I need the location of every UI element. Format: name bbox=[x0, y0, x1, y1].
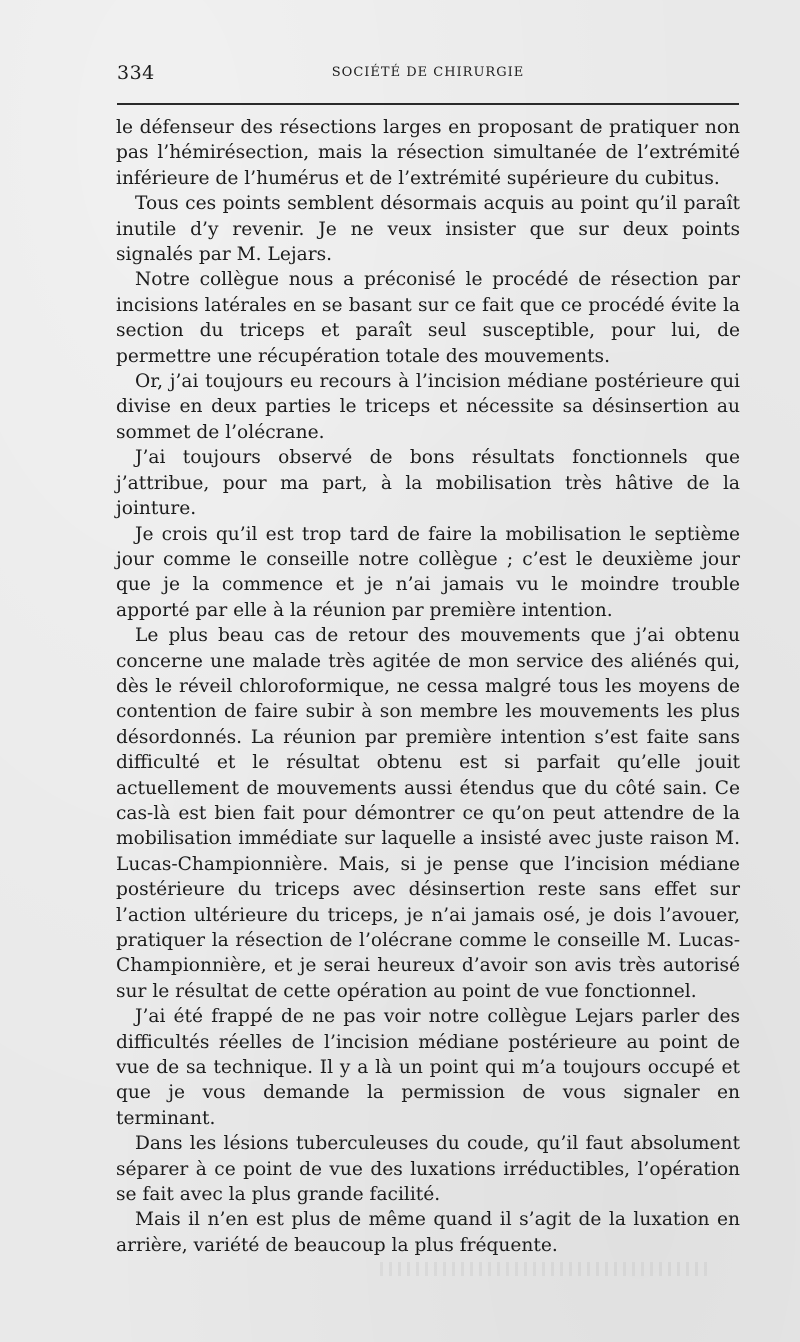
paragraph: J’ai toujours observé de bons résultats fonctionnels que j’attribue, pour ma part, à la mobilisation très hâtive de la jointure. bbox=[116, 447, 740, 520]
paragraph: Le plus beau cas de retour des mouvements que j’ai obtenu concerne une malade très agitée de mon service des aliénés qui, dès le réveil chloroformique, ne cessa malgré tous les moyens de contention de faire subir à son membre les mouvements les plus désordonnés. La réunion par première intention s’est faite sans difficulté et le résultat obtenu est si parfait qu’elle jouit actuellement de mouvements aussi étendus que du côté sain. Ce cas-là est bien fait pour démontrer ce qu’on peut attendre de la mobilisation immédiate sur laquelle a insisté avec juste raison M. Lucas-Championnière. Mais, si je pense que l’incision médiane postérieure du triceps avec désinsertion reste sans effet sur l’action ultérieure du triceps, je n’ai jamais osé, je dois l’avouer, pratiquer la résection de l’olécrane comme le conseille M. Lucas-Championnière, et je serai heureux d’avoir son avis très autorisé sur le résultat de cette opération au point de vue fonctionnel. bbox=[116, 625, 740, 1002]
page-number: 334 bbox=[117, 62, 155, 84]
paragraph: Tous ces points semblent désormais acquis au point qu’il paraît inutile d’y revenir. Je ne veux insister que sur deux points signalés par M. Lejars. bbox=[116, 193, 740, 266]
bleed-through-smudge bbox=[380, 1262, 710, 1276]
header-rule bbox=[117, 103, 739, 105]
paragraph: Notre collègue nous a préconisé le procédé de résection par incisions latérales en se basant sur ce fait que ce procédé évite la section du triceps et paraît seul susceptible, pour lui, de permettre une récupération totale des mouvements. bbox=[116, 269, 740, 367]
body-text bbox=[116, 115, 740, 1258]
paragraph: Or, j’ai toujours eu recours à l’incision médiane postérieure qui divise en deux parties le triceps et nécessite sa désinsertion au sommet de l’olécrane. bbox=[116, 371, 740, 443]
paragraph: J’ai été frappé de ne pas voir notre collègue Lejars parler des difficultés réelles de l’incision médiane postérieure au point de vue de sa technique. Il y a là un point qui m’a toujours occupé et que je vous demande la permission de vous signaler en terminant. bbox=[116, 1006, 740, 1129]
paragraph: Dans les lésions tuberculeuses du coude, qu’il faut absolument séparer à ce point de vue des luxations irréductibles, l’opération se fait avec la plus grande facilité. bbox=[116, 1133, 740, 1206]
running-head bbox=[117, 62, 739, 86]
journal-title: SOCIÉTÉ DE CHIRURGIE bbox=[331, 65, 525, 80]
paragraph: le défenseur des résections larges en proposant de pratiquer non pas l’hémirésection, mais la résection simultanée de l’extrémité inférieure de l’humérus et de l’extrémité supérieure du cubitus. bbox=[116, 117, 740, 189]
paragraph: Je crois qu’il est trop tard de faire la mobilisation le septième jour comme le conseille notre collègue ; c’est le deuxième jour que je la commence et je n’ai jamais vu le moindre trouble apporté par elle à la réunion par première intention. bbox=[116, 523, 740, 621]
paragraph: Mais il n’en est plus de même quand il s’agit de la luxation en arrière, variété de beaucoup la plus fréquente. bbox=[116, 1209, 740, 1256]
